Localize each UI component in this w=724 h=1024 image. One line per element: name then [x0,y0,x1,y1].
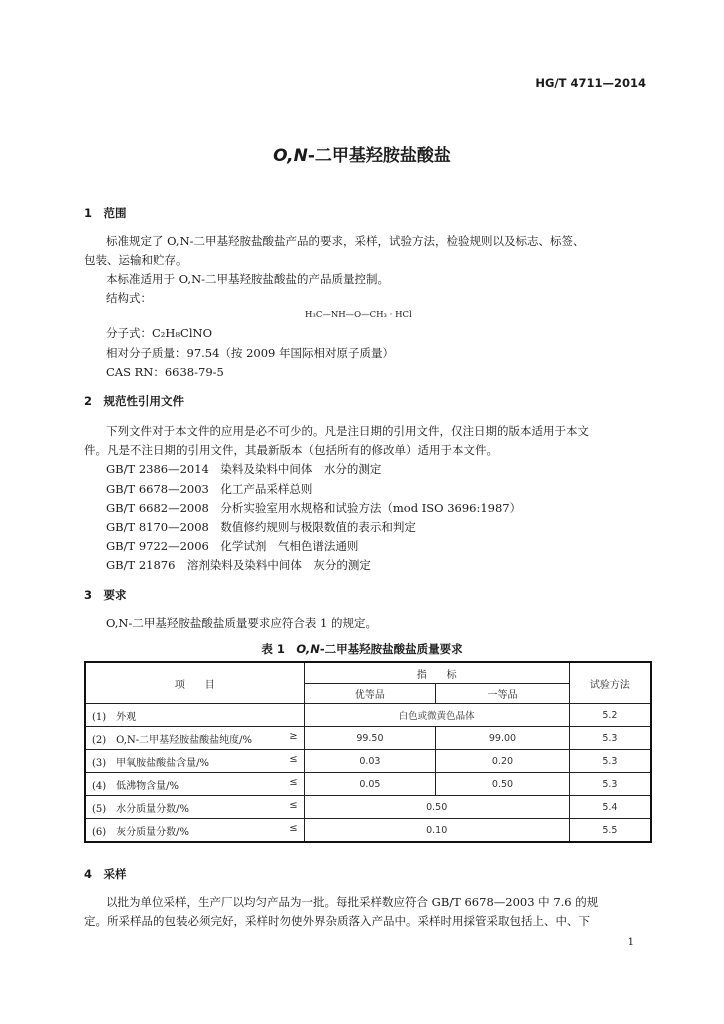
cell-value-merged: 白色或微黄色晶体 [304,704,569,727]
header-method: 试验方法 [569,662,651,704]
header-grade-1: 优等品 [304,684,436,704]
cell-method: 5.5 [569,819,651,843]
molecular-mass: 相对分子质量：97.54（按 2009 年国际相对原子质量） [106,346,394,360]
s4-paragraph-1b: 定。所采样品的包装必须完好，采样时勿使外界杂质落入产品中。采样时用採管采取包括上、中、下 [84,914,590,928]
cell-item [85,819,304,843]
table-header-row [85,662,651,684]
cell-item [85,704,304,727]
cell-grade-2: 0.50 [436,773,570,796]
cell-grade-1: 99.50 [304,727,436,750]
section-4-heading: 4 采样 [84,867,127,881]
cell-item [85,773,304,796]
s3-paragraph-1: O,N-二甲基羟胺盐酸盐质量要求应符合表 1 的规定。 [106,616,377,630]
table-caption-rest: -二甲基羟胺盐酸盐质量要求 [319,642,463,656]
cell-method: 5.3 [569,750,651,773]
s1-paragraph-2: 本标准适用于 O,N-二甲基羟胺盐酸盐的产品质量控制。 [106,272,390,286]
s2-paragraph-1b: 件。凡是不注日期的引用文件，其最新版本（包括所有的修改单）适用于本文件。 [84,443,498,457]
item-label: (5) 水分质量分数/% [92,803,190,815]
item-label: (1) 外观 [92,711,137,723]
limit-symbol: ≤ [289,776,298,788]
reference-item: GB/T 6682—2008 分析实验室用水规格和试验方法（mod ISO 3696:1987） [106,501,522,515]
cell-item [85,727,304,750]
cell-value-merged: 0.10 [304,819,569,843]
cell-grade-2: 99.00 [436,727,570,750]
limit-symbol: ≤ [289,753,298,765]
cell-method: 5.3 [569,727,651,750]
section-2-heading: 2 规范性引用文件 [84,394,185,408]
cell-grade-2: 0.20 [436,750,570,773]
section-1-heading: 1 范围 [84,206,127,220]
table-caption [0,641,724,657]
reference-item: GB/T 6678—2003 化工产品采样总则 [106,482,313,496]
table-caption-italic: O,N [296,642,320,656]
cell-grade-1: 0.03 [304,750,436,773]
cell-grade-1: 0.05 [304,773,436,796]
title-italic-prefix: O,N [273,146,308,166]
table-row [85,796,651,819]
quality-table [84,661,652,843]
reference-item: GB/T 21876 溶剂染料及染料中间体 灰分的测定 [106,558,371,572]
cell-method: 5.2 [569,704,651,727]
s1-paragraph-1b: 包装、运输和贮存。 [84,253,188,267]
table-row [85,727,651,750]
standard-number: HG/T 4711—2014 [535,76,646,90]
document-title [0,141,724,166]
table-row [85,704,651,727]
molecular-formula: 分子式：C₂H₈ClNO [106,326,213,340]
limit-symbol: ≥ [289,730,298,742]
table-row [85,773,651,796]
s1-paragraph-1a: 标准规定了 O,N-二甲基羟胺盐酸盐产品的要求，采样，试验方法，检验规则以及标志、标签、 [106,234,585,248]
cell-item [85,796,304,819]
table-row [85,819,651,843]
header-grade-2: 一等品 [436,684,570,704]
table-row [85,750,651,773]
cas-number: CAS RN：6638-79-5 [106,365,224,379]
table-body [85,704,651,843]
title-rest: -二甲基羟胺盐酸盐 [307,146,451,166]
header-index: 指 标 [304,662,569,684]
limit-symbol: ≤ [289,799,298,811]
cell-method: 5.4 [569,796,651,819]
section-3-heading: 3 要求 [84,588,127,602]
s1-paragraph-3: 结构式： [106,291,152,305]
s4-paragraph-1a: 以批为单位采样，生产厂以均匀产品为一批。每批采样数应符合 GB/T 6678—2003 中 7.6 的规 [106,895,599,909]
reference-item: GB/T 8170—2008 数值修约规则与极限数值的表示和判定 [106,520,416,534]
reference-item: GB/T 9722—2006 化学试剂 气相色谱法通则 [106,539,359,553]
cell-method: 5.3 [569,773,651,796]
cell-item [85,750,304,773]
page-number: 1 [627,937,634,948]
item-label: (2) O,N-二甲基羟胺盐酸盐纯度/% [92,734,252,746]
table-caption-prefix: 表 1 [261,642,297,656]
reference-item: GB/T 2386—2014 染料及染料中间体 水分的测定 [106,462,382,476]
s2-paragraph-1a: 下列文件对于本文件的应用是必不可少的。凡是注日期的引用文件，仅注日期的版本适用于本文 [106,424,589,438]
limit-symbol: ≤ [289,822,298,834]
item-label: (4) 低沸物含量/% [92,780,180,792]
header-item: 项 目 [85,662,304,704]
structural-formula: H₃C—NH—O—CH₃ · HCl [305,310,412,320]
item-label: (6) 灰分质量分数/% [92,826,190,838]
item-label: (3) 甲氧胺盐酸盐含量/% [92,757,210,769]
cell-value-merged: 0.50 [304,796,569,819]
